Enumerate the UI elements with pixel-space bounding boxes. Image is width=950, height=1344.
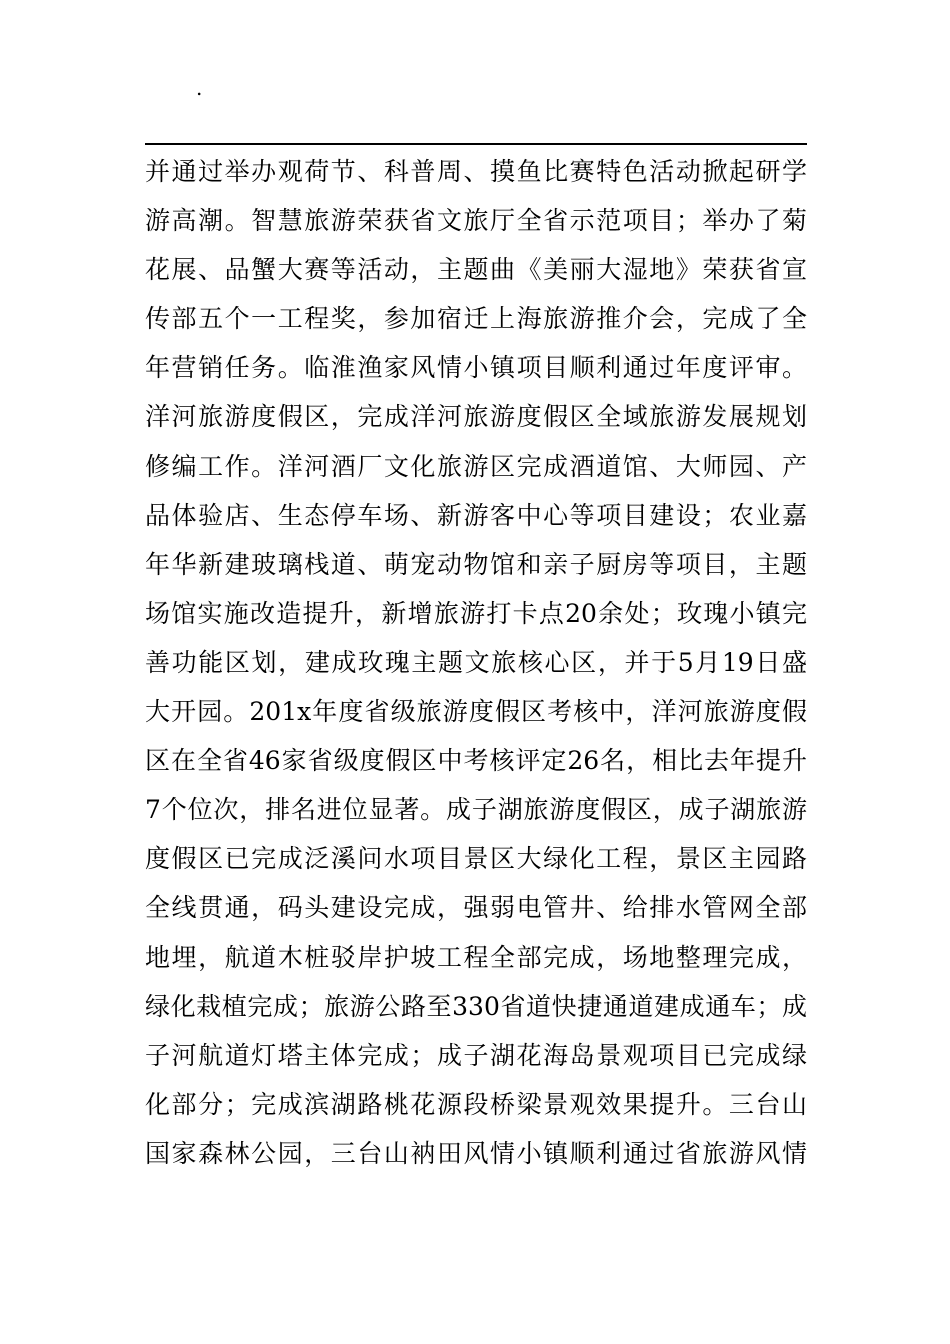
text-line: 洋河旅游度假区，完成洋河旅游度假区全域旅游发展规划 xyxy=(145,402,807,432)
text-line: 品体验店、生态停车场、新游客中心等项目建设；农业嘉 xyxy=(145,500,807,530)
text-line: 全线贯通，码头建设完成，强弱电管井、给排水管网全部 xyxy=(145,893,807,923)
text-line: 并通过举办观荷节、科普周、摸鱼比赛特色活动掀起研学 xyxy=(145,157,807,186)
text-line: 子河航道灯塔主体完成；成子湖花海岛景观项目已完成绿 xyxy=(145,1040,807,1070)
text-line: 场馆实施改造提升，新增旅游打卡点20余处；玫瑰小镇完 xyxy=(145,598,807,628)
text-line: 花展、品蟹大赛等活动，主题曲《美丽大湿地》荣获省宣 xyxy=(145,255,807,285)
text-line: 年营销任务。临淮渔家风情小镇项目顺利通过年度评审。 xyxy=(145,353,807,383)
header-rule xyxy=(145,143,807,145)
text-line: 7个位次，排名进位显著。成子湖旅游度假区，成子湖旅游 xyxy=(145,795,807,825)
text-line: 地埋，航道木桩驳岸护坡工程全部完成，场地整理完成， xyxy=(145,942,807,972)
text-line: 绿化栽植完成；旅游公路至330省道快捷通道建成通车；成 xyxy=(145,991,807,1021)
text-line: 化部分；完成滨湖路桃花源段桥梁景观效果提升。三台山 xyxy=(145,1089,807,1119)
text-line: 传部五个一工程奖，参加宿迁上海旅游推介会，完成了全 xyxy=(145,304,807,334)
text-line: 度假区已完成泛溪问水项目景区大绿化工程，景区主园路 xyxy=(145,844,807,874)
document-body xyxy=(145,147,807,1178)
text-line: 年华新建玻璃栈道、萌宠动物馆和亲子厨房等项目，主题 xyxy=(145,549,807,579)
text-line: 国家森林公园，三台山衲田风情小镇顺利通过省旅游风情 xyxy=(145,1138,807,1168)
text-line: 大开园。201x年度省级旅游度假区考核中，洋河旅游度假 xyxy=(145,697,807,727)
header-mark: . xyxy=(196,76,203,100)
text-line: 游高潮。智慧旅游荣获省文旅厅全省示范项目；举办了菊 xyxy=(145,206,807,236)
text-line: 善功能区划，建成玫瑰主题文旅核心区，并于5月19日盛 xyxy=(145,647,807,677)
text-line: 修编工作。洋河酒厂文化旅游区完成酒道馆、大师园、产 xyxy=(145,451,807,481)
text-line: 区在全省46家省级度假区中考核评定26名，相比去年提升 xyxy=(145,746,807,776)
